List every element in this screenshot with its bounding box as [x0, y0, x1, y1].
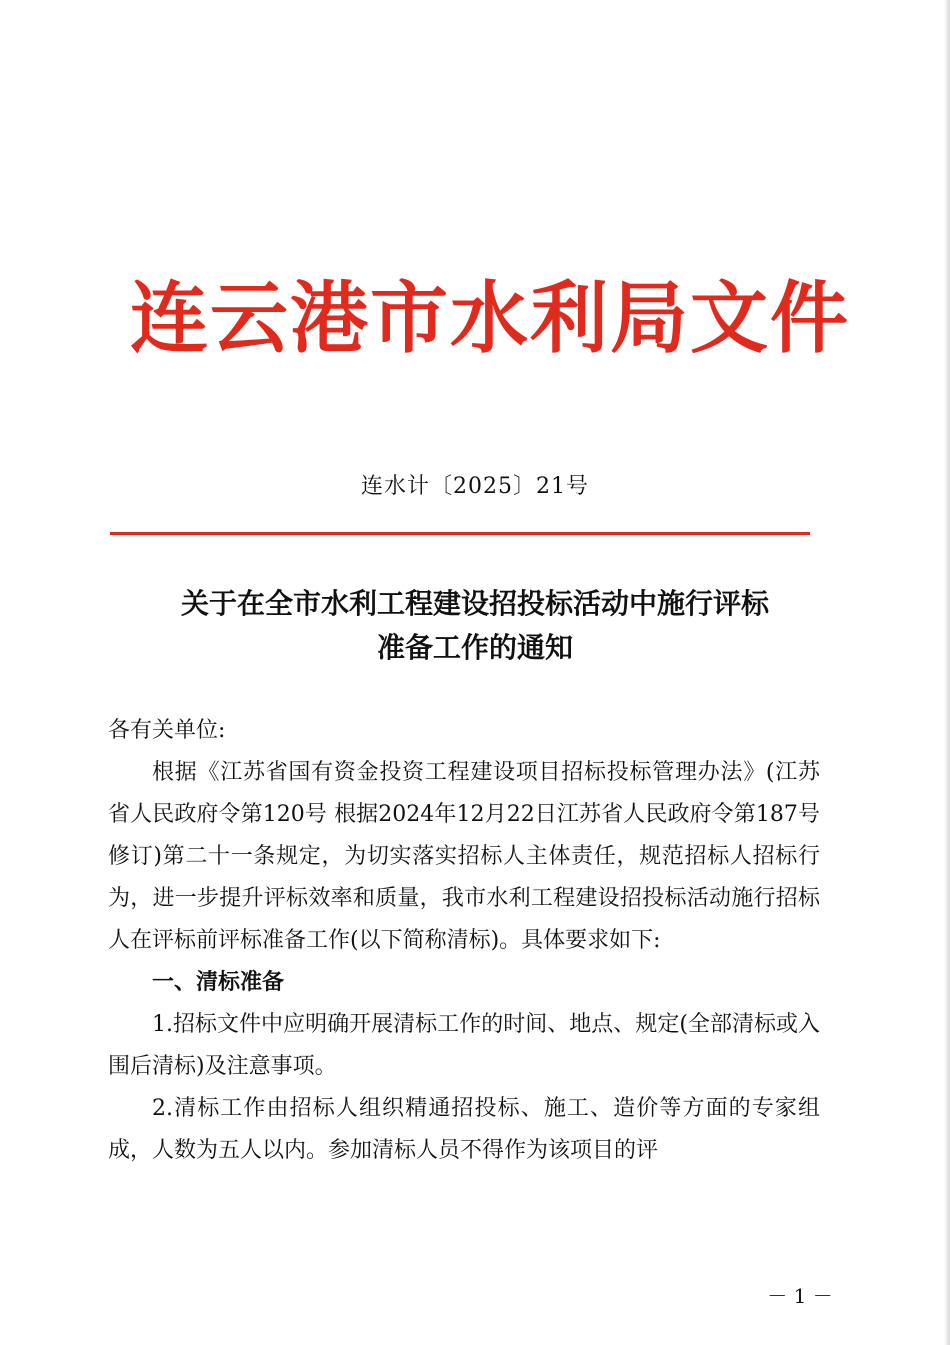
- page-edge: [944, 0, 950, 1345]
- document-title-line-2: 准备工作的通知: [376, 631, 573, 664]
- section-heading: 一、清标准备: [152, 970, 285, 995]
- salutation: 各有关单位:: [108, 718, 226, 743]
- document-body: [108, 710, 820, 1172]
- document-title-line-1: 关于在全市水利工程建设招投标活动中施行评标: [180, 587, 769, 620]
- page-number: － 1 －: [767, 1284, 833, 1308]
- list-item: 1.招标文件中应明确开展清标工作的时间、地点、规定(全部清标或入围后清标)及注意事项。: [108, 1012, 820, 1079]
- intro-paragraph: 根据《江苏省国有资金投资工程建设项目招标投标管理办法》(江苏省人民政府令第120号 根据2024年12月22日江苏省人民政府令第187号修订)第二十一条规定，为切实落实招标人主体责任，规范招标人招标行为，进一步提升评标效率和质量，我市水利工程建设招投标活动施行招标人在评标前评标准备工作(以下简称清标)。具体要求如下:: [108, 760, 820, 953]
- red-separator-line: [110, 532, 810, 535]
- document-title: [90, 582, 860, 670]
- document-number: 连水计〔2025〕21号: [361, 474, 589, 499]
- issuing-authority-header: 连云港市水利局文件: [130, 273, 851, 364]
- list-item: 2.清标工作由招标人组织精通招投标、施工、造价等方面的专家组成，人数为五人以内。参加清标人员不得作为该项目的评: [108, 1096, 820, 1163]
